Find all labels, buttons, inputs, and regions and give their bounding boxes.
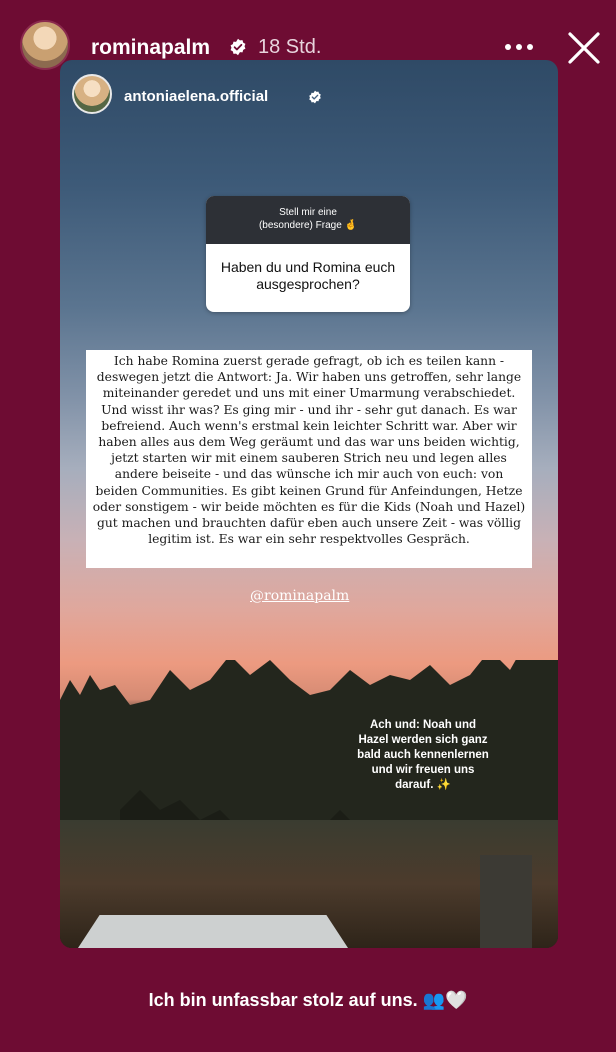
reshared-avatar[interactable] bbox=[72, 74, 112, 114]
question-prompt-line1: Stell mir eine bbox=[279, 207, 337, 218]
verified-badge-icon bbox=[229, 38, 247, 56]
answer-text: Ich habe Romina zuerst gerade gefragt, ob ich es teilen kann - deswegen jetzt die Antwort: Ja. Wir haben uns getroffen, sehr lange miteinander geredet und uns mit einer Umarmung verabschiedet. Und wisst ihr was? Es ging mir - und ihr - sehr gut danach. Es war befreiend. Auch wenn's erstmal kein leichter Schritt war. Aber wir haben alles aus dem Weg geräumt und das war uns beiden wichtig, jetzt starten wir mit einem sauberen Strich neu und legen alles andere beiseite - und das wünsche ich mir auch von euch: von beiden Communities. Es gibt keinen Grund für Anfeindungen, Hetze oder sonstigem - wir beide möchten es für die Kids (Noah und Hazel) gut machen und brauchten dafür eben auch unsere Zeit - was völlig legitim ist. Es war ein sehr respektvolles Gespräch. bbox=[92, 354, 526, 547]
addendum-text: Ach und: Noah und Hazel werden sich ganz bald auch kennenlernen und wir freuen uns darauf. ✨ bbox=[357, 719, 489, 791]
close-icon[interactable] bbox=[566, 30, 602, 66]
crossed-fingers-icon: 🤞 bbox=[344, 220, 358, 231]
story-caption: Ich bin unfassbar stolz auf uns. 👥🤍 bbox=[148, 990, 468, 1010]
question-sticker[interactable] bbox=[206, 196, 410, 312]
avatar[interactable] bbox=[20, 20, 70, 70]
question-sticker-header bbox=[206, 196, 410, 244]
username[interactable]: rominapalm bbox=[91, 36, 211, 59]
answer-text-box bbox=[86, 350, 532, 568]
question-text: Haben du und Romina euch ausgesprochen? bbox=[220, 259, 396, 292]
foreground-wall bbox=[78, 915, 348, 948]
timestamp: 18 Std. bbox=[258, 36, 322, 58]
more-options-icon[interactable] bbox=[504, 42, 534, 52]
reshared-verified-icon bbox=[308, 90, 322, 104]
mention-link[interactable]: @rominapalm bbox=[250, 588, 350, 604]
reshared-story-card[interactable] bbox=[60, 60, 558, 948]
reshared-username[interactable]: antoniaelena.official bbox=[124, 88, 269, 105]
question-prompt-line2: (besondere) Frage bbox=[258, 220, 342, 231]
stone-pedestal bbox=[480, 855, 532, 948]
